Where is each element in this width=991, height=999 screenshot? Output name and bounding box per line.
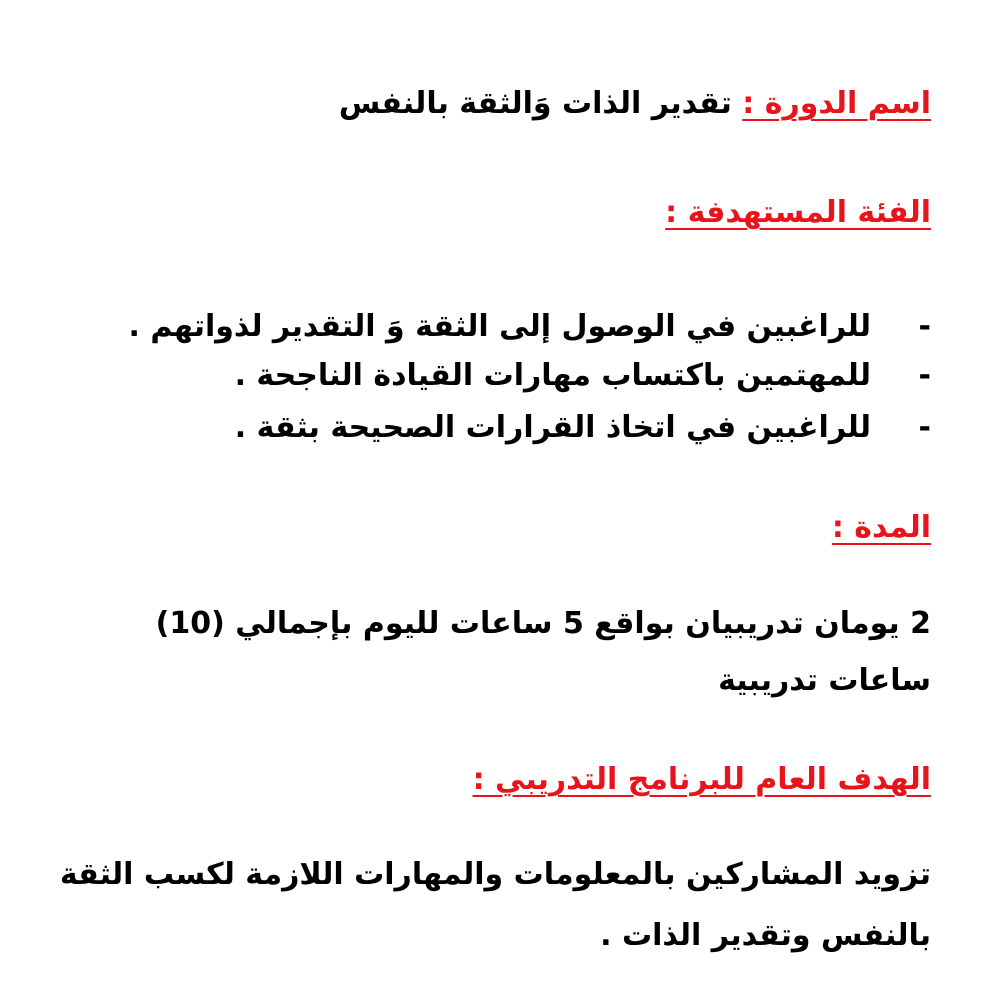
- course-title: تقدير الذات وَالثقة بالنفس: [338, 86, 732, 121]
- bullet-dash: -: [918, 410, 931, 445]
- course-line: [339, 84, 931, 124]
- target-item: [235, 356, 931, 396]
- duration-text-2: ساعات تدريبية: [718, 663, 931, 698]
- target-item-text: للمهتمين باكتساب مهارات القيادة الناجحة .: [234, 358, 871, 393]
- duration-heading-line: [832, 508, 931, 548]
- target-item-text: للراغبين في اتخاذ القرارات الصحيحة بثقة .: [234, 410, 871, 445]
- goal-heading-line: [473, 760, 931, 800]
- goal-line-1: [60, 855, 931, 895]
- bullet-dash: -: [918, 309, 931, 344]
- goal-heading: الهدف العام للبرنامج التدريبي :: [472, 762, 931, 797]
- goal-text-2: بالنفس وتقدير الذات .: [600, 918, 931, 953]
- target-item-text: للراغبين في الوصول إلى الثقة وَ التقدير لذواتهم .: [128, 309, 871, 344]
- duration-line-2: [718, 661, 931, 701]
- target-item: [235, 408, 931, 448]
- bullet-dash: -: [918, 358, 931, 393]
- duration-line-1: [156, 604, 931, 644]
- goal-line-2: [600, 916, 931, 956]
- target-item: [129, 307, 931, 347]
- target-heading: الفئة المستهدفة :: [665, 195, 931, 230]
- course-label: اسم الدورة :: [742, 86, 931, 121]
- target-heading-line: [665, 193, 931, 233]
- duration-heading: المدة :: [831, 510, 931, 545]
- duration-text-1: 2 يومان تدريبيان بواقع 5 ساعات لليوم بإجمالي (10): [155, 606, 931, 641]
- goal-text-1: تزويد المشاركين بالمعلومات والمهارات اللازمة لكسب الثقة: [59, 857, 931, 892]
